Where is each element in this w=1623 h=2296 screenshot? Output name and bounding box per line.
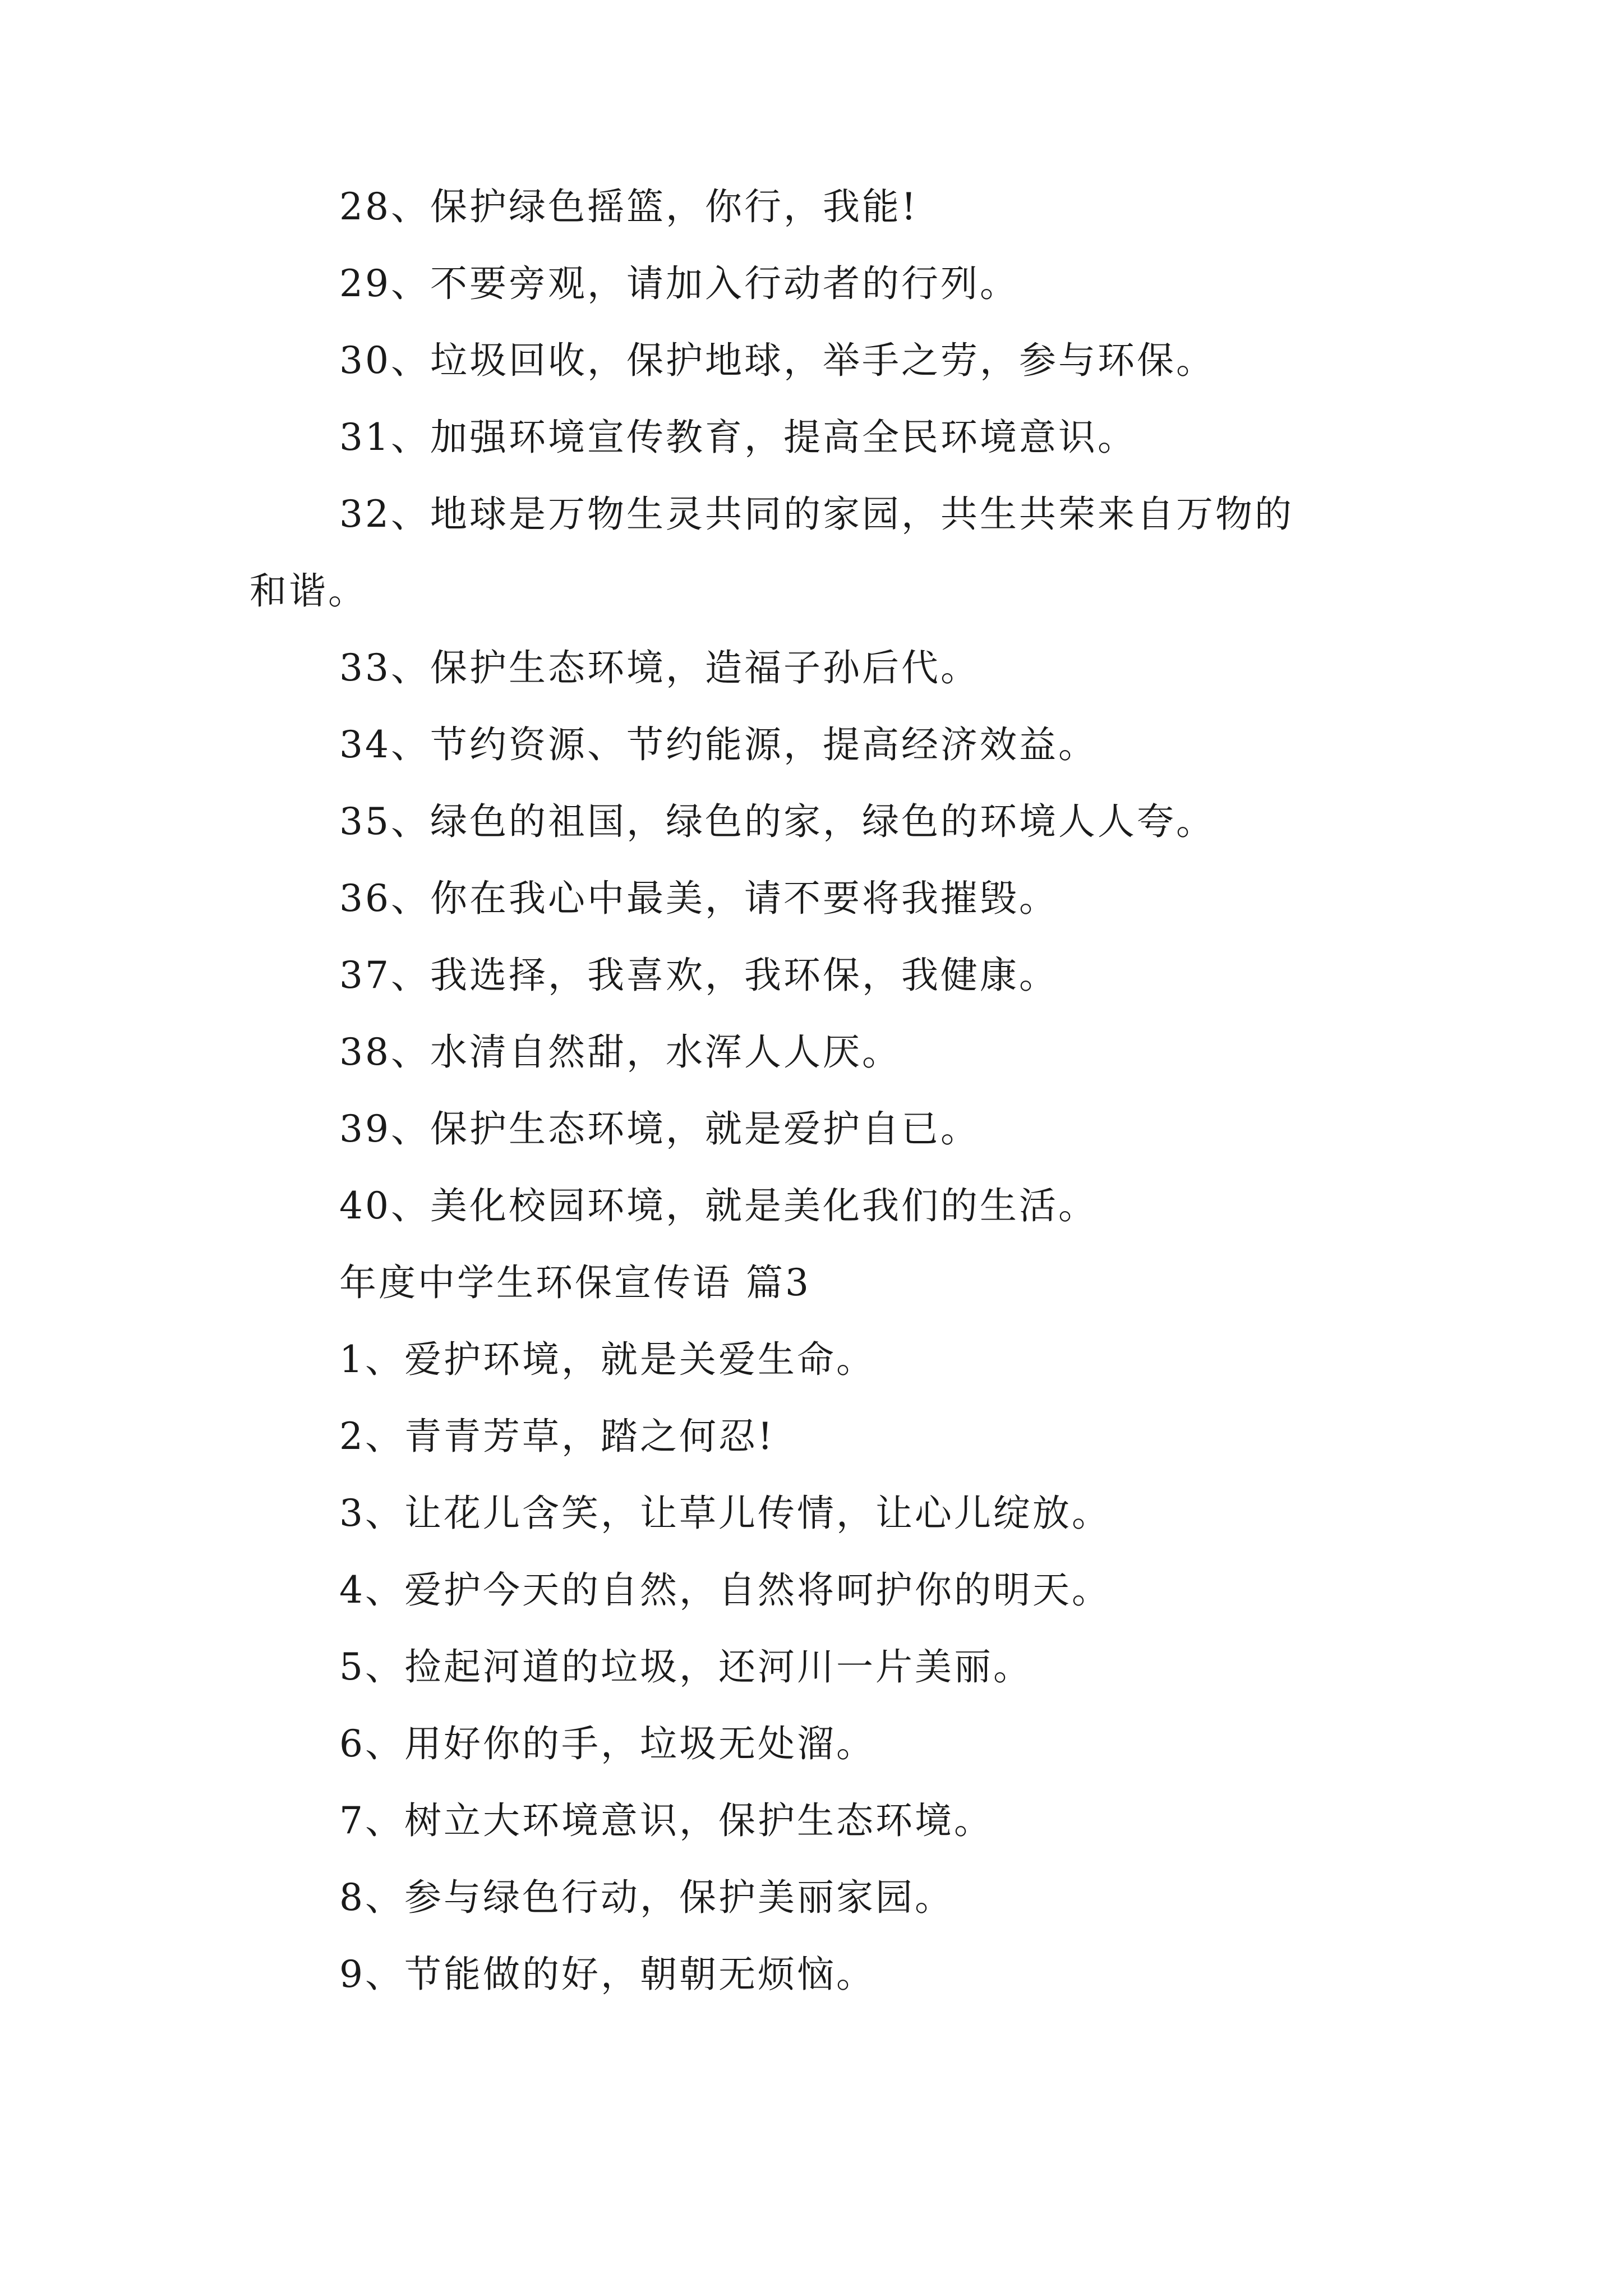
slogan-39: 39、保护生态环境，就是爱护自已。 [339,1107,980,1151]
slogan-35: 35、绿色的祖国，绿色的家，绿色的环境人人夸。 [339,800,1215,843]
slogan-7: 7、树立大环境意识，保护生态环境。 [339,1799,993,1842]
slogan-32-line2: 和谐。 [250,569,367,613]
slogan-6: 6、用好你的手，垃圾无处溜。 [339,1722,875,1765]
slogan-28: 28、保护绿色摇篮，你行，我能! [339,185,919,228]
slogan-29: 29、不要旁观，请加入行动者的行列。 [339,262,1019,305]
slogan-31: 31、加强环境宣传教育，提高全民环境意识。 [339,416,1137,459]
slogan-33: 33、保护生态环境，造福子孙后代。 [339,646,980,689]
section-heading: 年度中学生环保宣传语 篇3 [339,1261,811,1304]
slogan-5: 5、捡起河道的垃圾，还河川一片美丽。 [339,1645,1032,1688]
slogan-30: 30、垃圾回收，保护地球，举手之劳，参与环保。 [339,339,1215,382]
slogan-38: 38、水清自然甜，水浑人人厌。 [339,1030,901,1074]
slogan-36: 36、你在我心中最美，请不要将我摧毁。 [339,877,1058,920]
slogan-3: 3、让花儿含笑，让草儿传情，让心儿绽放。 [339,1492,1111,1535]
slogan-34: 34、节约资源、节约能源，提高经济效益。 [339,723,1098,766]
slogan-2: 2、青青芳草，踏之何忍! [339,1415,775,1458]
slogan-1: 1、爱护环境，就是关爱生命。 [339,1338,875,1381]
slogan-9: 9、节能做的好，朝朝无烦恼。 [339,1953,875,1996]
document-body [250,168,1388,2013]
slogan-40: 40、美化校园环境，就是美化我们的生活。 [339,1184,1098,1227]
slogan-4: 4、爱护今天的自然，自然将呵护你的明天。 [339,1568,1111,1612]
slogan-8: 8、参与绿色行动，保护美丽家园。 [339,1876,954,1919]
slogan-32-line1: 32、地球是万物生灵共同的家园，共生共荣来自万物的 [339,493,1294,536]
slogan-37: 37、我选择，我喜欢，我环保，我健康。 [339,954,1058,997]
